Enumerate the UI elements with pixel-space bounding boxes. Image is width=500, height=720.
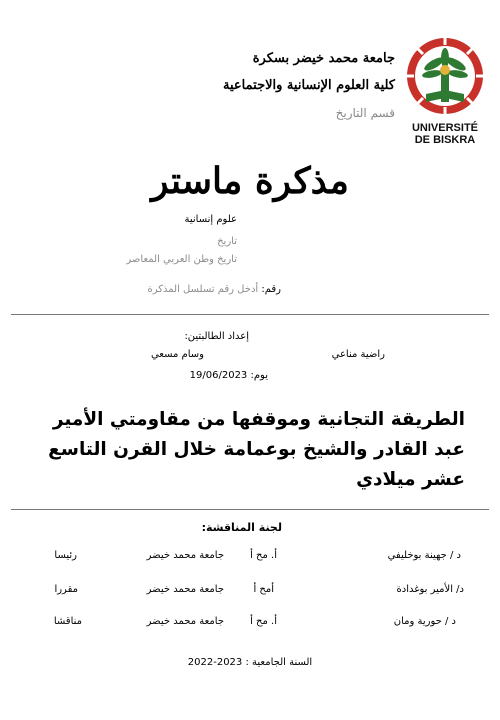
field-label: علوم إنسانية (184, 214, 237, 225)
divider-top (11, 314, 489, 315)
date-value: 19/06/2023 (189, 370, 248, 381)
committee-table (0, 550, 500, 630)
student-2: وسام مسعي (150, 349, 204, 360)
students-label: إعداد الطالبتين: (184, 331, 249, 342)
page-title: مذكرة ماستر (151, 160, 349, 202)
serial-number-field[interactable] (148, 284, 282, 295)
specialty-label: تاريخ وطن العربي المعاصر (126, 254, 237, 265)
member-role: مقررا (54, 584, 78, 595)
member-name: د/ الأمير بوغدادة (396, 584, 464, 595)
thesis-title: الطريقة التجانية وموقفها من مقاومتي الأمير عبد القادر والشيخ بوعمامة خلال القرن التاسع عشر ميلادي (48, 409, 465, 490)
member-institution: جامعة محمد خيضر (146, 616, 224, 627)
faculty-name: كلية العلوم الإنسانية والاجتماعية (223, 78, 395, 93)
defense-date (190, 370, 268, 381)
university-name: جامعة محمد خيضر بسكرة (252, 51, 395, 66)
logo-text-line2: DE BISKRA (414, 134, 476, 146)
member-rank: أمح أ (253, 584, 274, 595)
member-role: رئيسا (54, 550, 77, 561)
academic-year (0, 657, 500, 668)
academic-year-value: 2023-2022 (187, 657, 243, 668)
department-name: قسم التاريخ (335, 106, 395, 120)
committee-label: لجنة المناقشة: (201, 521, 282, 534)
student-1: راضية مناعي (331, 349, 385, 360)
academic-year-label: السنة الجامعية : (245, 657, 313, 668)
serial-placeholder: أدخل رقم تسلسل المذكرة (147, 284, 259, 295)
member-rank: أ. مح أ (250, 616, 277, 627)
member-institution: جامعة محمد خيضر (146, 550, 224, 561)
university-logo (404, 36, 486, 152)
member-institution: جامعة محمد خيضر (146, 584, 224, 595)
logo-text-line1: UNIVERSITÉ (411, 122, 478, 134)
member-role: مناقشا (53, 616, 82, 627)
member-name: د / جهينة بوخليفي (387, 550, 461, 561)
member-name: د / حورية ومان (393, 616, 456, 627)
divider-bottom (11, 509, 489, 510)
track-label: تاريخ (217, 236, 237, 247)
member-rank: أ. مح أ (250, 550, 277, 561)
serial-label: رقم: (261, 284, 281, 295)
date-label: يوم: (250, 370, 268, 381)
